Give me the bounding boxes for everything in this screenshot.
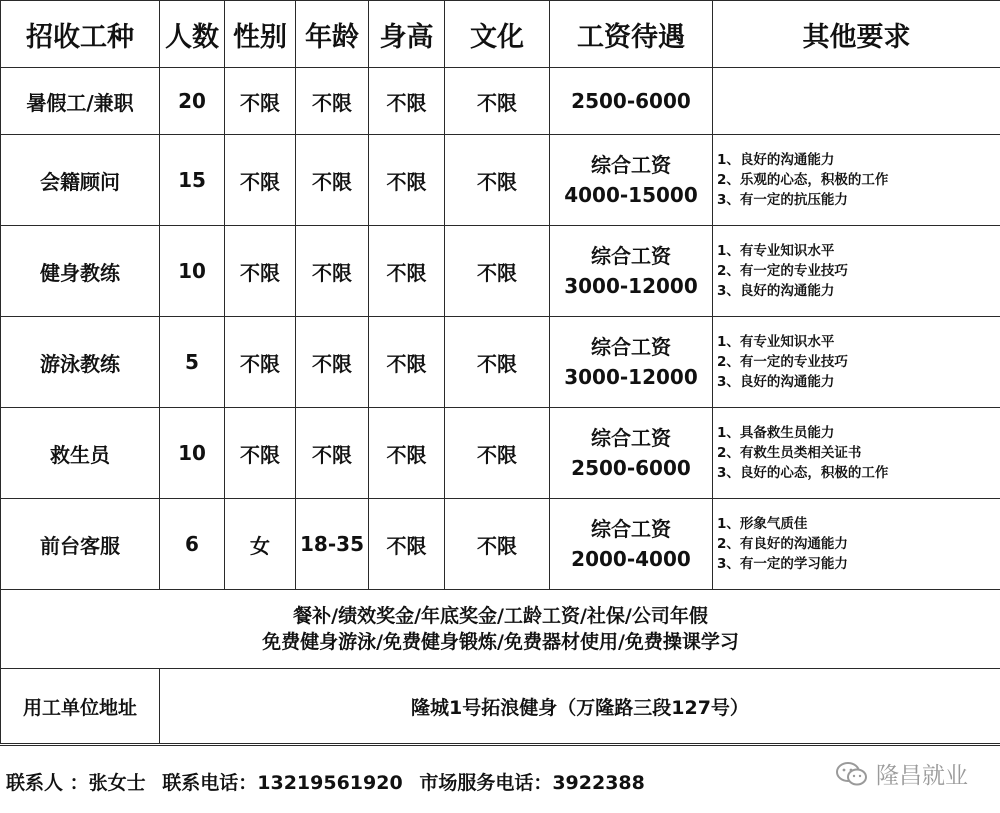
education-cell: 不限 (445, 408, 550, 499)
header-cell: 年龄 (296, 1, 369, 68)
salary-line: 综合工资 (550, 150, 712, 180)
table-header-row (1, 1, 1000, 68)
contact-person: 联系人 ：张女士 (6, 772, 146, 794)
requirement-item: 1、具备救生员能力 (717, 423, 1000, 443)
salary-line: 4000-15000 (550, 180, 712, 210)
requirement-item: 2、乐观的心态，积极的工作 (717, 170, 1000, 190)
address-row (1, 669, 1000, 744)
salary-cell (550, 408, 713, 499)
requirement-item: 3、良好的心态，积极的工作 (717, 463, 1000, 483)
education-cell: 不限 (445, 499, 550, 590)
header-cell: 身高 (369, 1, 445, 68)
gender-cell: 不限 (225, 408, 296, 499)
requirements-cell (713, 317, 1000, 408)
requirement-item: 2、有救生员类相关证书 (717, 443, 1000, 463)
benefits-cell (1, 590, 1000, 669)
height-cell: 不限 (369, 68, 445, 135)
requirement-item: 1、有专业知识水平 (717, 332, 1000, 352)
salary-cell (550, 226, 713, 317)
header-cell: 性别 (225, 1, 296, 68)
requirement-item: 2、有良好的沟通能力 (717, 534, 1000, 554)
table-row (1, 135, 1000, 226)
count-cell: 20 (160, 68, 225, 135)
salary-cell (550, 499, 713, 590)
header-cell: 人数 (160, 1, 225, 68)
header-cell: 文化 (445, 1, 550, 68)
footer (0, 745, 1000, 813)
address-value: 隆城1号拓浪健身（万隆路三段127号） (160, 669, 1000, 744)
height-cell: 不限 (369, 408, 445, 499)
benefits-line: 免费健身游泳/免费健身锻炼/免费器材使用/免费操课学习 (1, 629, 1000, 655)
header-cell: 工资待遇 (550, 1, 713, 68)
job-cell: 救生员 (1, 408, 160, 499)
table-row (1, 408, 1000, 499)
requirements-cell (713, 408, 1000, 499)
salary-cell (550, 135, 713, 226)
age-cell: 不限 (296, 68, 369, 135)
salary-line: 3000-12000 (550, 362, 712, 392)
count-cell: 6 (160, 499, 225, 590)
education-cell: 不限 (445, 135, 550, 226)
requirement-item: 1、有专业知识水平 (717, 241, 1000, 261)
salary-line: 综合工资 (550, 514, 712, 544)
table-row (1, 499, 1000, 590)
requirement-item: 3、良好的沟通能力 (717, 281, 1000, 301)
gender-cell: 不限 (225, 317, 296, 408)
education-cell: 不限 (445, 317, 550, 408)
benefits-row (1, 590, 1000, 669)
requirement-item: 3、有一定的抗压能力 (717, 190, 1000, 210)
contact-phone: 联系电话：13219561920 (162, 772, 402, 794)
height-cell: 不限 (369, 226, 445, 317)
age-cell: 不限 (296, 408, 369, 499)
table-row (1, 317, 1000, 408)
requirements-cell (713, 135, 1000, 226)
salary-line: 综合工资 (550, 423, 712, 453)
height-cell: 不限 (369, 317, 445, 408)
job-cell: 会籍顾问 (1, 135, 160, 226)
gender-cell: 女 (225, 499, 296, 590)
salary-cell (550, 68, 713, 135)
requirement-item: 2、有一定的专业技巧 (717, 261, 1000, 281)
count-cell: 10 (160, 226, 225, 317)
table-row (1, 68, 1000, 135)
education-cell: 不限 (445, 68, 550, 135)
table-row (1, 226, 1000, 317)
count-cell: 10 (160, 408, 225, 499)
job-cell: 健身教练 (1, 226, 160, 317)
salary-line: 综合工资 (550, 241, 712, 271)
gender-cell: 不限 (225, 226, 296, 317)
requirements-cell (713, 226, 1000, 317)
contact-info (6, 768, 655, 795)
count-cell: 15 (160, 135, 225, 226)
market-phone: 市场服务电话：3922388 (419, 772, 645, 794)
age-cell: 不限 (296, 317, 369, 408)
height-cell: 不限 (369, 135, 445, 226)
job-cell: 游泳教练 (1, 317, 160, 408)
wechat-icon (834, 760, 870, 788)
requirement-item: 3、良好的沟通能力 (717, 372, 1000, 392)
job-cell: 前台客服 (1, 499, 160, 590)
job-cell: 暑假工/兼职 (1, 68, 160, 135)
header-cell: 招收工种 (1, 1, 160, 68)
salary-line: 3000-12000 (550, 271, 712, 301)
count-cell: 5 (160, 317, 225, 408)
education-cell: 不限 (445, 226, 550, 317)
brand-name: 隆昌就业 (876, 757, 968, 790)
age-cell: 18-35 (296, 499, 369, 590)
salary-line: 综合工资 (550, 332, 712, 362)
gender-cell: 不限 (225, 135, 296, 226)
requirement-item: 3、有一定的学习能力 (717, 554, 1000, 574)
salary-line: 2000-4000 (550, 544, 712, 574)
header-cell: 其他要求 (713, 1, 1000, 68)
requirements-cell (713, 68, 1000, 135)
height-cell: 不限 (369, 499, 445, 590)
address-label: 用工单位地址 (1, 669, 160, 744)
age-cell: 不限 (296, 226, 369, 317)
salary-line: 2500-6000 (550, 453, 712, 483)
salary-line: 2500-6000 (550, 86, 712, 116)
gender-cell: 不限 (225, 68, 296, 135)
brand-watermark (834, 757, 968, 790)
benefits-line: 餐补/绩效奖金/年底奖金/工龄工资/社保/公司年假 (1, 603, 1000, 629)
requirement-item: 1、形象气质佳 (717, 514, 1000, 534)
requirements-cell (713, 499, 1000, 590)
salary-cell (550, 317, 713, 408)
requirement-item: 2、有一定的专业技巧 (717, 352, 1000, 372)
requirement-item: 1、良好的沟通能力 (717, 150, 1000, 170)
age-cell: 不限 (296, 135, 369, 226)
